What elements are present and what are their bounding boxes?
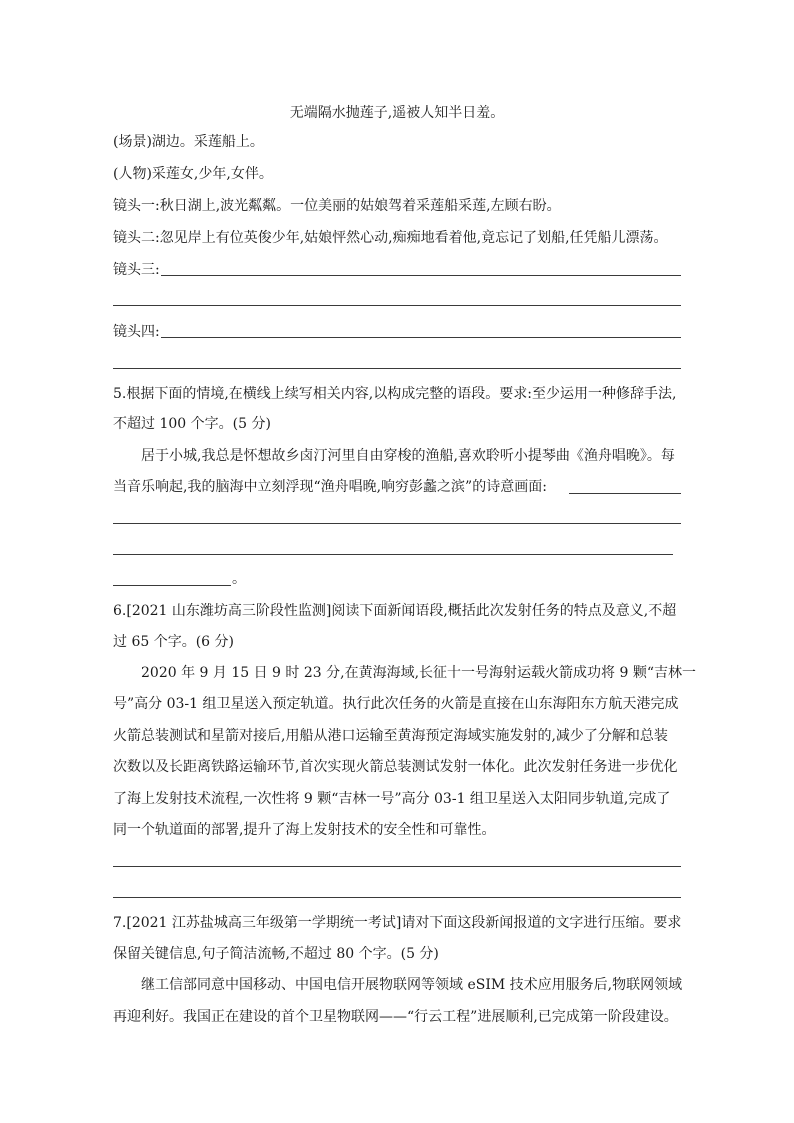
q7-prompt-line2: 保留关键信息,句子简洁流畅,不超过 80 个字。(5 分) [113,946,439,962]
q5-prompt-line2: 不超过 100 个字。(5 分) [113,416,271,432]
q5-answer-end: 。 [232,571,246,587]
q6-answer-line-2 [113,897,681,898]
shot2-line: 镜头二:忽见岸上有位英俊少年,姑娘怦然心动,痴痴地看着他,竟忘记了划船,任凭船儿漂荡。 [113,230,668,246]
q5-passage-line1: 居于小城,我总是怀想故乡卤汀河里自由穿梭的渔船,喜欢聆听小提琴曲《渔舟唱晚》。每 [141,448,675,464]
q6-passage-line3: 火箭总装测试和星箭对接后,用船从港口运输至黄海预定海域实施发射的,减少了分解和总装 [113,728,668,744]
q5-answer-line-3 [113,554,673,555]
shot3-label: 镜头三: [113,262,160,278]
scene-line: (场景)湖边。采莲船上。 [113,134,264,150]
shot4-label: 镜头四: [113,324,160,340]
q6-passage-line2: 号”高分 03-1 组卫星送入预定轨道。执行此次任务的火箭是直接在山东海阳东方航天港完成 [113,696,679,712]
characters-line: (人物)采莲女,少年,女伴。 [113,166,273,182]
shot4-answer-line-2 [113,368,681,369]
shot1-line: 镜头一:秋日湖上,波光粼粼。一位美丽的姑娘驾着采莲船采莲,左顾右盼。 [113,198,561,214]
q5-answer-line-4 [113,585,231,586]
q7-passage-line2: 再迎利好。我国正在建设的首个卫星物联网——“行云工程”进展顺利,已完成第一阶段建设。 [113,1009,678,1025]
q6-passage-line5: 了海上发射技术流程,一次性将 9 颗“吉林一号”高分 03-1 组卫星送入太阳同步轨道,完成了 [113,791,671,807]
q7-prompt-line1: 7.[2021 江苏盐城高三年级第一学期统一考试]请对下面这段新闻报道的文字进行压缩。要求 [113,915,682,931]
q5-answer-line-2 [113,523,681,524]
q6-answer-line-1 [113,866,681,867]
shot3-answer-line-2 [113,305,681,306]
shot3-answer-line [161,275,681,276]
q5-passage-line2: 当音乐响起,我的脑海中立刻浮现“渔舟唱晚,响穷彭蠡之滨”的诗意画面: [113,479,547,495]
q7-passage-line1: 继工信部同意中国移动、中国电信开展物联网等领域 eSIM 技术应用服务后,物联网领域 [141,977,683,993]
poem-line: 无端隔水抛莲子,遥被人知半日羞。 [289,105,505,121]
q5-prompt-line1: 5.根据下面的情境,在横线上续写相关内容,以构成完整的语段。要求:至少运用一种修辞手法, [113,386,677,402]
q5-answer-line-start [569,493,681,494]
q6-prompt-line2: 过 65 个字。(6 分) [113,634,234,650]
q6-passage-line1: 2020 年 9 月 15 日 9 时 23 分,在黄海海域,长征十一号海射运载火箭成功将 9 颗“吉林一 [141,665,696,681]
shot4-answer-line [161,337,681,338]
q6-prompt-line1: 6.[2021 山东潍坊高三阶段性监测]阅读下面新闻语段,概括此次发射任务的特点及意义,不超 [113,603,677,619]
q6-passage-line6: 同一个轨道面的部署,提升了海上发射技术的安全性和可靠性。 [113,822,496,838]
q6-passage-line4: 次数以及长距离铁路运输环节,首次实现火箭总装测试发射一体化。此次发射任务进一步优化 [113,759,678,775]
